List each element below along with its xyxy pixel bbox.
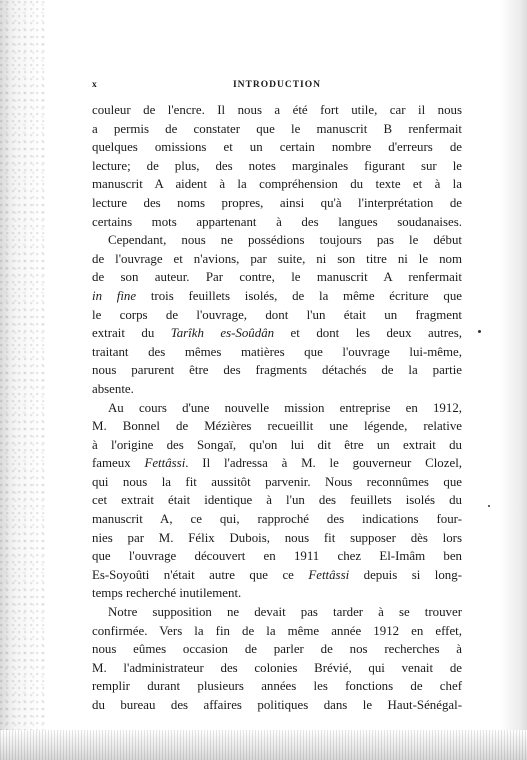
text-line: in fine trois feuillets isolés, de la même écriture que: [92, 288, 462, 303]
paragraph-2: [92, 231, 462, 398]
italic-term: Fettâssi: [144, 456, 186, 471]
text-line: qui nous la fit aussitôt parvenir. Nous reconnûmes que: [92, 474, 462, 489]
text-line: que l'ouvrage découvert en 1911 chez El-Imâm ben: [92, 549, 462, 564]
text-line: certains mots appartenant à des langues soudanaises.: [92, 214, 462, 229]
text-line: cet extrait était identique à l'un des feuillets isolés du: [92, 493, 462, 508]
text-line: traitant des mêmes matières que l'ouvrage lui-même,: [92, 344, 462, 359]
text-line: à l'origine des Songaï, qu'on lui dit être un extrait du: [92, 437, 462, 452]
text-line: manuscrit A, ce qui, rapproché des indications four-: [92, 512, 462, 527]
text-line: M. l'administrateur des colonies Brévié, qui venait de: [92, 660, 462, 675]
body-text: [92, 101, 462, 715]
text-line: confirmée. Vers la fin de la même année 1912 en effet,: [92, 623, 462, 638]
paragraph-4: [92, 603, 462, 715]
text-line: remplir durant plusieurs années les fonctions de chef: [92, 679, 462, 694]
text-line: le corps de l'ouvrage, dont l'un était un fragment: [92, 307, 462, 322]
page-edge-texture: [0, 0, 46, 760]
text-line: fameux Fettâssi. Il l'adressa à M. le gouverneur Clozel,: [92, 456, 462, 471]
ink-speck: [488, 505, 490, 507]
running-title: INTRODUCTION: [232, 80, 321, 90]
text-line: temps recherché inutilement.: [92, 586, 242, 601]
italic-term: Fettâssi: [308, 567, 350, 582]
text-line: de son auteur. Par contre, le manuscrit A renfermait: [92, 270, 462, 285]
text-line: Es-Soyoûti n'était autre que ce Fettâssi depuis si long-: [92, 567, 462, 582]
text-line: Cependant, nous ne possédions toujours pas le début: [108, 233, 462, 248]
text-line: nous eûmes occasion de parler de nos recherches à: [92, 642, 462, 657]
text-line: de l'ouvrage et n'avions, par suite, ni son titre ni le nom: [92, 251, 462, 266]
text-line: nous parurent être des fragments détachés de la partie: [92, 363, 462, 378]
text-line: lecture; de plus, des notes marginales figurant sur le: [92, 158, 462, 173]
text-line: Notre supposition ne devait pas tarder à se trouver: [108, 605, 462, 620]
text-line: du bureau des affaires politiques dans le Haut-Sénégal-: [92, 698, 462, 712]
text-line: absente.: [92, 381, 134, 396]
text-line: a permis de constater que le manuscrit B renfermait: [92, 121, 462, 136]
text-line: quelques omissions et un certain nombre d'erreurs de: [92, 140, 462, 155]
text-line: manuscrit A aident à la compréhension du texte et à la: [92, 177, 462, 192]
text-line: nies par M. Félix Dubois, nous fit supposer dès lors: [92, 530, 462, 545]
italic-term: Tarîkh es-Soûdân: [170, 326, 275, 341]
paragraph-3: [92, 399, 462, 604]
text-line: couleur de l'encre. Il nous a été fort utile, car il nous: [92, 103, 462, 117]
text-line: extrait du Tarîkh es-Soûdân et dont les deux autres,: [92, 326, 462, 341]
paragraph-1: [92, 101, 462, 231]
text-line: M. Bonnel de Mézières recueillit une légende, relative: [92, 419, 462, 434]
text-line: Au cours d'une nouvelle mission entreprise en 1912,: [108, 400, 462, 415]
page-header: [92, 80, 462, 96]
italic-term: in fine: [92, 288, 137, 303]
page-number: x: [92, 80, 98, 90]
page-bottom-edge: [0, 730, 527, 760]
ink-speck: [478, 330, 481, 333]
text-line: lecture des noms propres, ainsi qu'à l'interprétation de: [92, 195, 462, 210]
